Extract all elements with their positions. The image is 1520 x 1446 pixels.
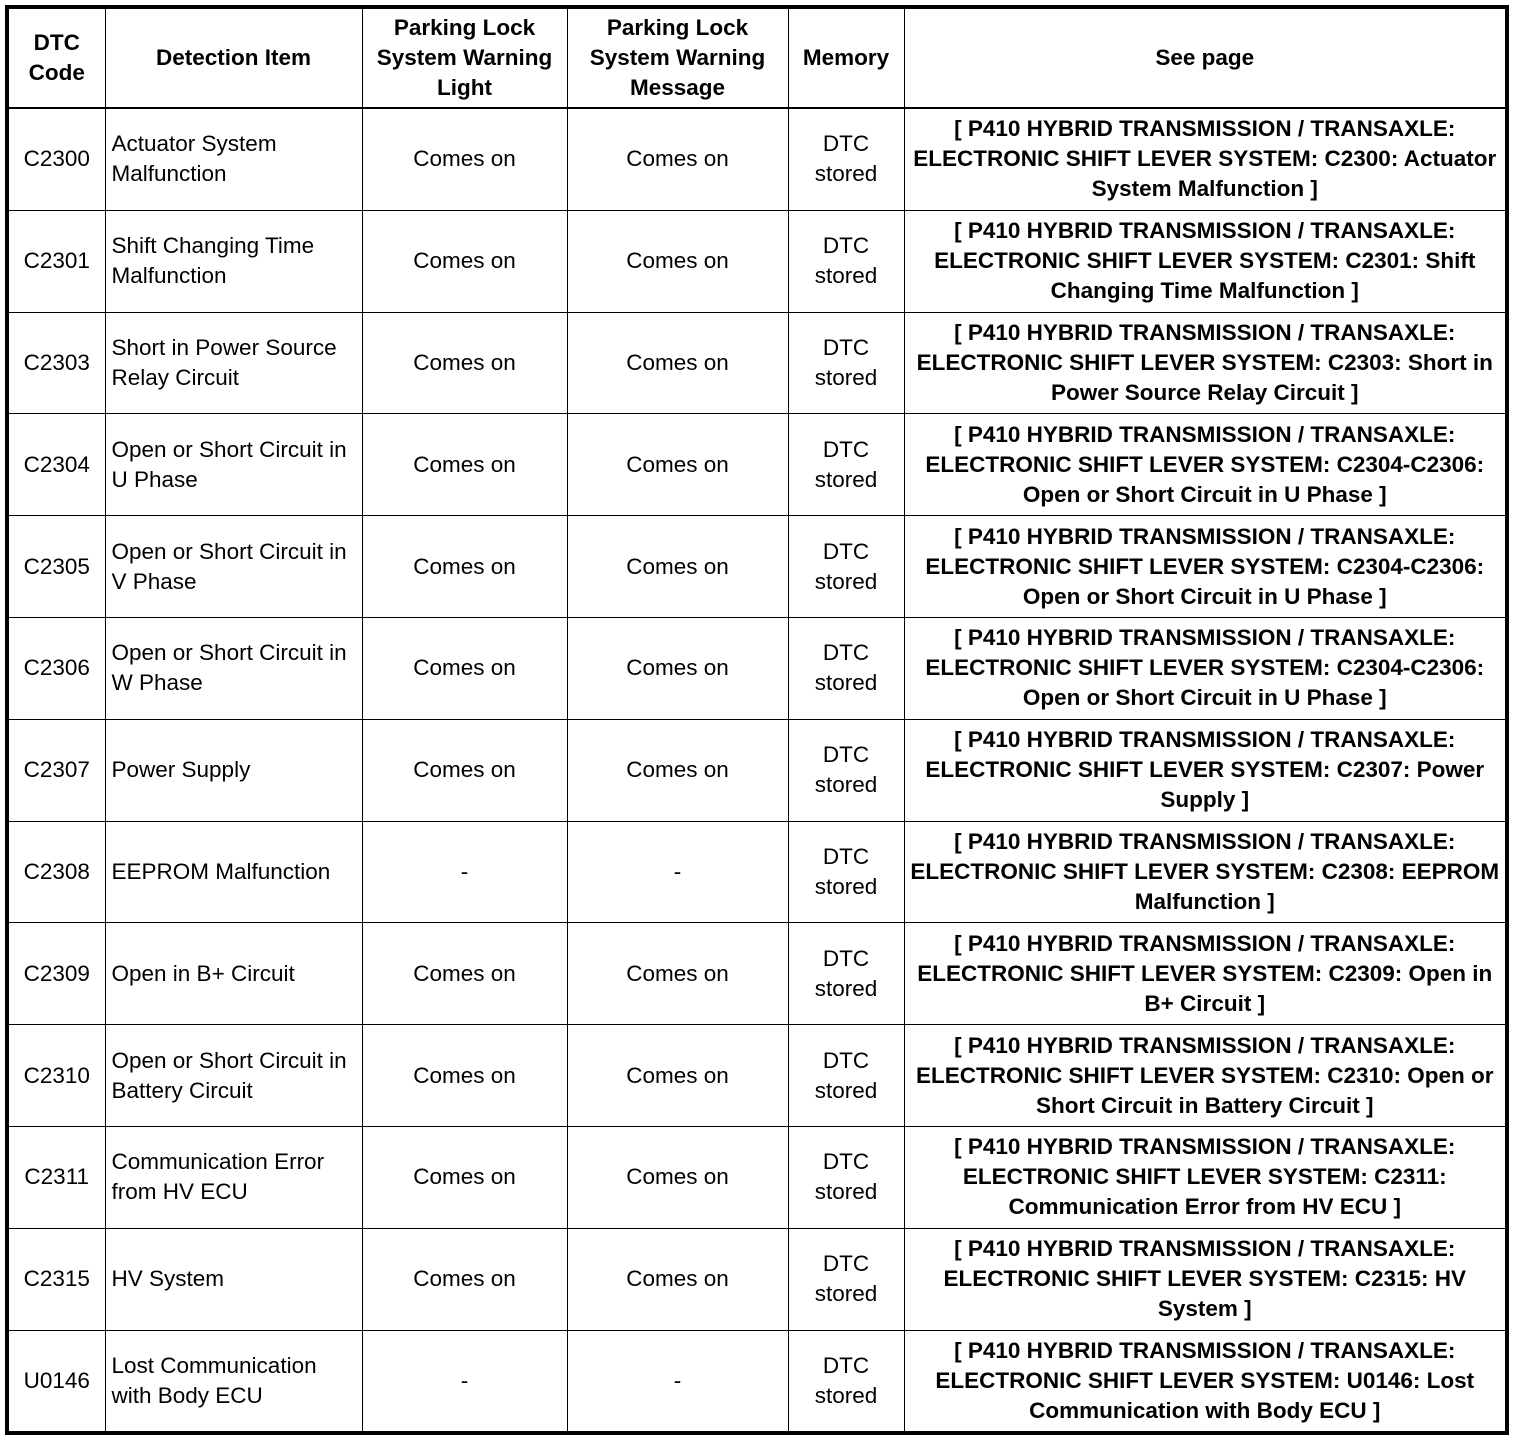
table-row	[7, 1025, 1507, 1127]
see-page-link[interactable]: [ P410 HYBRID TRANSMISSION / TRANSAXLE: ELECTRONIC SHIFT LEVER SYSTEM: C2311: Communication Error from HV ECU ]	[904, 1126, 1507, 1228]
header-see-page: See page	[904, 7, 1507, 108]
see-page-link[interactable]: [ P410 HYBRID TRANSMISSION / TRANSAXLE: ELECTRONIC SHIFT LEVER SYSTEM: C2304-C2306: Open or Short Circuit in U Phase ]	[904, 414, 1507, 516]
detection-item-cell: EEPROM Malfunction	[105, 821, 362, 923]
warning-light-cell: Comes on	[362, 923, 567, 1025]
detection-item-cell: HV System	[105, 1228, 362, 1330]
dtc-code-cell: C2309	[7, 923, 105, 1025]
see-page-link[interactable]: [ P410 HYBRID TRANSMISSION / TRANSAXLE: ELECTRONIC SHIFT LEVER SYSTEM: C2300: Actuator System Malfunction ]	[904, 108, 1507, 210]
table-row	[7, 719, 1507, 821]
dtc-table	[5, 5, 1509, 1435]
detection-item-cell: Short in Power Source Relay Circuit	[105, 312, 362, 414]
dtc-code-cell: C2305	[7, 516, 105, 618]
warning-message-cell: Comes on	[567, 1126, 788, 1228]
detection-item-cell: Power Supply	[105, 719, 362, 821]
header-warning-message: Parking Lock System Warning Message	[567, 7, 788, 108]
table-row	[7, 516, 1507, 618]
dtc-code-cell: C2306	[7, 617, 105, 719]
warning-message-cell: Comes on	[567, 1228, 788, 1330]
memory-cell: DTC stored	[788, 1330, 904, 1433]
detection-item-cell: Lost Communication with Body ECU	[105, 1330, 362, 1433]
memory-cell: DTC stored	[788, 821, 904, 923]
memory-cell: DTC stored	[788, 1025, 904, 1127]
dtc-code-cell: C2303	[7, 312, 105, 414]
table-row	[7, 923, 1507, 1025]
header-detection-item: Detection Item	[105, 7, 362, 108]
see-page-link[interactable]: [ P410 HYBRID TRANSMISSION / TRANSAXLE: ELECTRONIC SHIFT LEVER SYSTEM: C2315: HV System ]	[904, 1228, 1507, 1330]
table-row	[7, 108, 1507, 210]
warning-message-cell: Comes on	[567, 108, 788, 210]
detection-item-cell: Open or Short Circuit in Battery Circuit	[105, 1025, 362, 1127]
warning-light-cell: Comes on	[362, 108, 567, 210]
see-page-link[interactable]: [ P410 HYBRID TRANSMISSION / TRANSAXLE: ELECTRONIC SHIFT LEVER SYSTEM: C2303: Short in Power Source Relay Circuit ]	[904, 312, 1507, 414]
dtc-code-cell: C2307	[7, 719, 105, 821]
table-row	[7, 210, 1507, 312]
detection-item-cell: Open or Short Circuit in W Phase	[105, 617, 362, 719]
warning-light-cell: Comes on	[362, 719, 567, 821]
memory-cell: DTC stored	[788, 923, 904, 1025]
dtc-code-cell: U0146	[7, 1330, 105, 1433]
memory-cell: DTC stored	[788, 516, 904, 618]
warning-message-cell: -	[567, 1330, 788, 1433]
warning-light-cell: -	[362, 821, 567, 923]
warning-message-cell: Comes on	[567, 414, 788, 516]
dtc-code-cell: C2300	[7, 108, 105, 210]
dtc-code-cell: C2310	[7, 1025, 105, 1127]
dtc-code-cell: C2308	[7, 821, 105, 923]
memory-cell: DTC stored	[788, 719, 904, 821]
memory-cell: DTC stored	[788, 108, 904, 210]
warning-light-cell: Comes on	[362, 210, 567, 312]
memory-cell: DTC stored	[788, 210, 904, 312]
warning-message-cell: Comes on	[567, 719, 788, 821]
header-memory: Memory	[788, 7, 904, 108]
detection-item-cell: Shift Changing Time Malfunction	[105, 210, 362, 312]
memory-cell: DTC stored	[788, 312, 904, 414]
warning-light-cell: Comes on	[362, 1126, 567, 1228]
table-row	[7, 414, 1507, 516]
table-row	[7, 1126, 1507, 1228]
warning-light-cell: Comes on	[362, 1025, 567, 1127]
warning-message-cell: -	[567, 821, 788, 923]
warning-message-cell: Comes on	[567, 1025, 788, 1127]
warning-light-cell: -	[362, 1330, 567, 1433]
memory-cell: DTC stored	[788, 414, 904, 516]
table-row	[7, 821, 1507, 923]
see-page-link[interactable]: [ P410 HYBRID TRANSMISSION / TRANSAXLE: ELECTRONIC SHIFT LEVER SYSTEM: C2307: Power Supply ]	[904, 719, 1507, 821]
header-row	[7, 7, 1507, 108]
see-page-link[interactable]: [ P410 HYBRID TRANSMISSION / TRANSAXLE: ELECTRONIC SHIFT LEVER SYSTEM: C2308: EEPROM Malfunction ]	[904, 821, 1507, 923]
warning-light-cell: Comes on	[362, 414, 567, 516]
warning-light-cell: Comes on	[362, 516, 567, 618]
table-row	[7, 312, 1507, 414]
table-row	[7, 1228, 1507, 1330]
see-page-link[interactable]: [ P410 HYBRID TRANSMISSION / TRANSAXLE: ELECTRONIC SHIFT LEVER SYSTEM: U0146: Lost Communication with Body ECU ]	[904, 1330, 1507, 1433]
detection-item-cell: Open or Short Circuit in V Phase	[105, 516, 362, 618]
memory-cell: DTC stored	[788, 617, 904, 719]
table-row	[7, 617, 1507, 719]
warning-message-cell: Comes on	[567, 617, 788, 719]
see-page-link[interactable]: [ P410 HYBRID TRANSMISSION / TRANSAXLE: ELECTRONIC SHIFT LEVER SYSTEM: C2304-C2306: Open or Short Circuit in U Phase ]	[904, 516, 1507, 618]
dtc-code-cell: C2311	[7, 1126, 105, 1228]
detection-item-cell: Open in B+ Circuit	[105, 923, 362, 1025]
header-warning-light: Parking Lock System Warning Light	[362, 7, 567, 108]
memory-cell: DTC stored	[788, 1126, 904, 1228]
see-page-link[interactable]: [ P410 HYBRID TRANSMISSION / TRANSAXLE: ELECTRONIC SHIFT LEVER SYSTEM: C2310: Open or Short Circuit in Battery Circuit ]	[904, 1025, 1507, 1127]
detection-item-cell: Open or Short Circuit in U Phase	[105, 414, 362, 516]
detection-item-cell: Actuator System Malfunction	[105, 108, 362, 210]
header-dtc-code: DTC Code	[7, 7, 105, 108]
dtc-code-cell: C2301	[7, 210, 105, 312]
warning-light-cell: Comes on	[362, 312, 567, 414]
see-page-link[interactable]: [ P410 HYBRID TRANSMISSION / TRANSAXLE: ELECTRONIC SHIFT LEVER SYSTEM: C2309: Open in B+ Circuit ]	[904, 923, 1507, 1025]
warning-message-cell: Comes on	[567, 516, 788, 618]
warning-light-cell: Comes on	[362, 1228, 567, 1330]
dtc-code-cell: C2315	[7, 1228, 105, 1330]
warning-message-cell: Comes on	[567, 923, 788, 1025]
warning-message-cell: Comes on	[567, 312, 788, 414]
warning-message-cell: Comes on	[567, 210, 788, 312]
see-page-link[interactable]: [ P410 HYBRID TRANSMISSION / TRANSAXLE: ELECTRONIC SHIFT LEVER SYSTEM: C2301: Shift Changing Time Malfunction ]	[904, 210, 1507, 312]
see-page-link[interactable]: [ P410 HYBRID TRANSMISSION / TRANSAXLE: ELECTRONIC SHIFT LEVER SYSTEM: C2304-C2306: Open or Short Circuit in U Phase ]	[904, 617, 1507, 719]
detection-item-cell: Communication Error from HV ECU	[105, 1126, 362, 1228]
table-row	[7, 1330, 1507, 1433]
dtc-code-cell: C2304	[7, 414, 105, 516]
memory-cell: DTC stored	[788, 1228, 904, 1330]
warning-light-cell: Comes on	[362, 617, 567, 719]
